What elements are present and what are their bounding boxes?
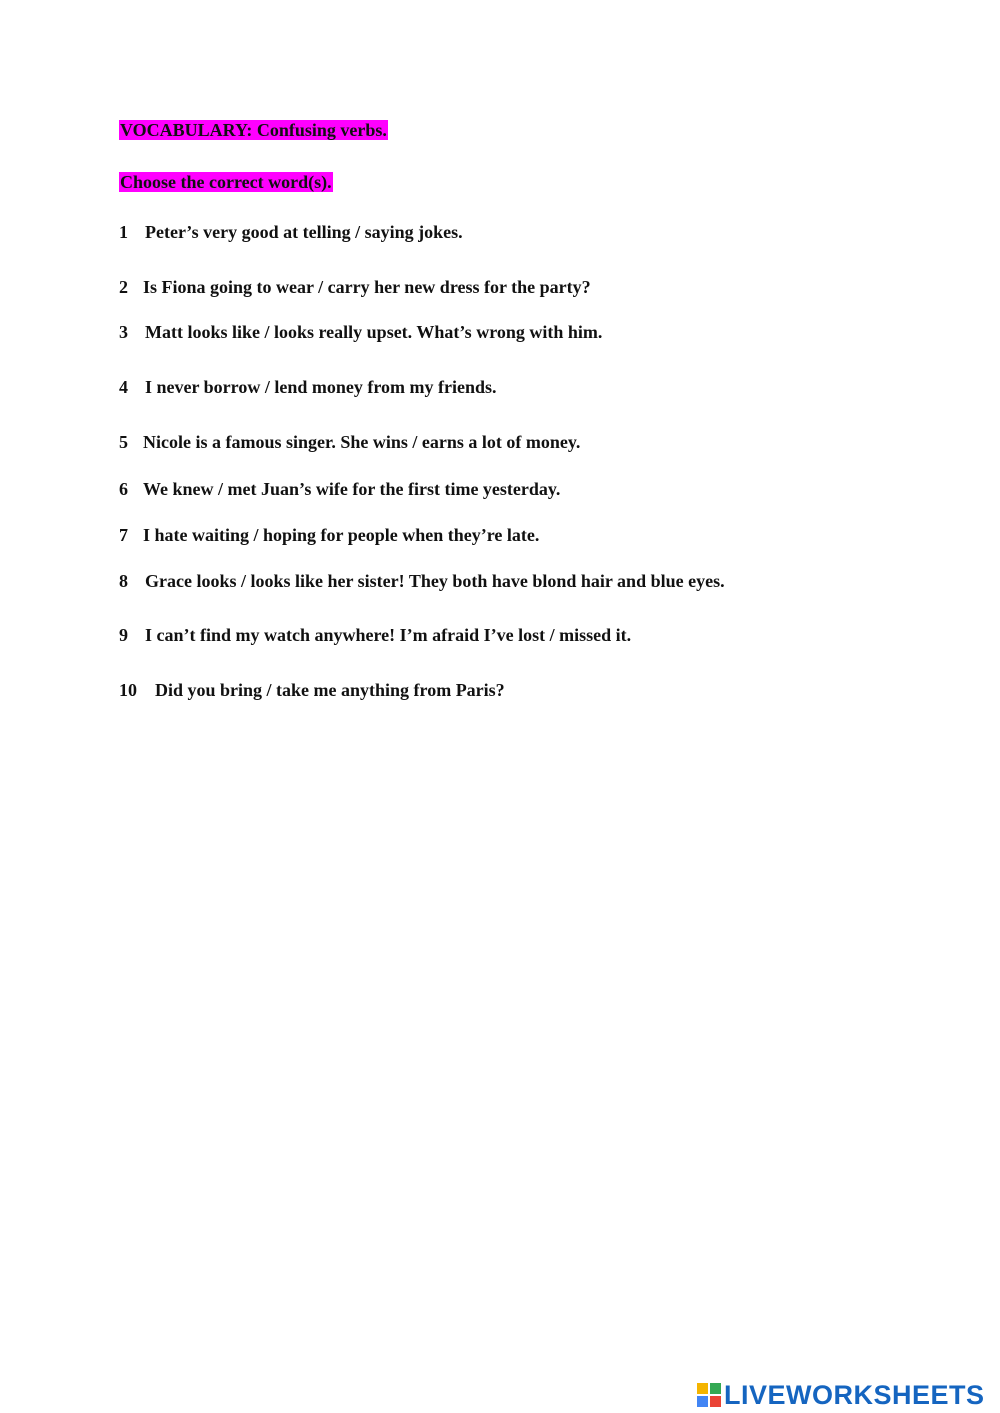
liveworksheets-brand-text: LIVEWORKSHEETS: [724, 1380, 985, 1410]
question-item: [119, 679, 505, 701]
question-number: 5: [119, 432, 128, 452]
question-item: [119, 524, 539, 546]
question-text: Did you bring / take me anything from Paris?: [155, 680, 505, 700]
question-number: 4: [119, 377, 128, 397]
question-text: We knew / met Juan’s wife for the first time yesterday.: [143, 479, 561, 499]
question-item: [119, 221, 463, 243]
question-text: Nicole is a famous singer. She wins / earns a lot of money.: [143, 432, 581, 452]
worksheet-title: [119, 119, 388, 141]
question-number: 8: [119, 571, 128, 591]
question-text: Peter’s very good at telling / saying jokes.: [145, 222, 463, 242]
question-number: 7: [119, 525, 128, 545]
question-number: 3: [119, 322, 128, 342]
question-text: I can’t find my watch anywhere! I’m afraid I’ve lost / missed it.: [145, 625, 632, 645]
question-item: [119, 570, 725, 592]
liveworksheets-logo-icon: [697, 1383, 721, 1407]
question-item: [119, 376, 496, 398]
question-item: [119, 624, 631, 646]
question-number: 10: [119, 680, 137, 700]
question-text: I hate waiting / hoping for people when they’re late.: [143, 525, 540, 545]
question-item: [119, 431, 580, 453]
question-text: Grace looks / looks like her sister! They both have blond hair and blue eyes.: [145, 571, 725, 591]
question-text: Is Fiona going to wear / carry her new dress for the party?: [143, 277, 591, 297]
liveworksheets-logo: [697, 1380, 985, 1410]
question-text: I never borrow / lend money from my friends.: [145, 377, 497, 397]
title-highlight: VOCABULARY: Confusing verbs.: [120, 120, 387, 140]
question-item: [119, 321, 602, 343]
question-item: [119, 276, 591, 298]
instruction-highlight: Choose the correct word(s).: [120, 172, 332, 192]
question-number: 6: [119, 479, 128, 499]
question-text: Matt looks like / looks really upset. What’s wrong with him.: [145, 322, 603, 342]
question-item: [119, 478, 560, 500]
question-number: 2: [119, 277, 128, 297]
question-number: 9: [119, 625, 128, 645]
instruction-text: [119, 171, 333, 193]
question-number: 1: [119, 222, 128, 242]
